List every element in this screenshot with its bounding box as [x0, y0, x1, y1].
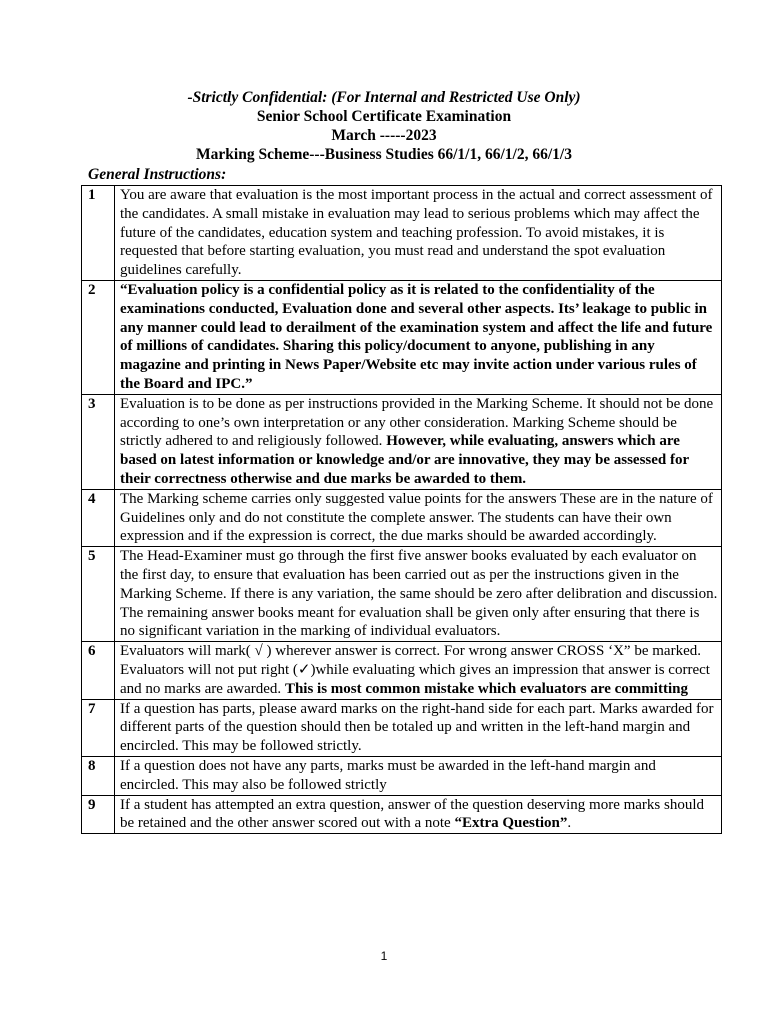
- row-number: 3: [82, 394, 115, 489]
- exam-session: March -----2023: [331, 127, 437, 144]
- instruction-emphasis: This is most common mistake which evaluators are committing: [284, 680, 688, 697]
- instruction-emphasis: “Extra Question”: [454, 815, 568, 832]
- table-row: [82, 280, 722, 394]
- instruction-emphasis: However, while evaluating, answers which are based on latest information or knowledge and/or are innovative, they may be assessed for their correctness otherwise and due marks be awarded to them.: [120, 433, 689, 487]
- row-number: 6: [82, 642, 115, 699]
- table-row: [82, 186, 722, 281]
- row-number: 8: [82, 756, 115, 795]
- row-number: 4: [82, 489, 115, 546]
- row-number: 2: [82, 280, 115, 394]
- row-number: 9: [82, 795, 115, 834]
- exam-title: Senior School Certificate Examination: [256, 108, 512, 125]
- instruction-text: The Head-Examiner must go through the first five answer books evaluated by each evaluator on the first day, to ensure that evaluation has been carried out as per the instructions given in the Marking Scheme. If there is any variation, the same should be zero after delibration and discussion. The remaining answer books meant for evaluation shall be given only after ensuring that there is no significant variation in the marking of individual evaluators.: [115, 547, 722, 642]
- instruction-text: Evaluators will mark( √ ) wherever answer is correct. For wrong answer CROSS ‘X” be marked. Evaluators will not put right (✓)while evaluating which gives an impression that answer is correct and no marks are awarded.: [120, 643, 710, 697]
- section-title: General Instructions:: [88, 166, 227, 183]
- instruction-text: If a question does not have any parts, marks must be awarded in the left-hand margin and encircled. This may also be followed strictly: [115, 756, 722, 795]
- instruction-text: “Evaluation policy is a confidential policy as it is related to the confidentiality of the examinations conducted, Evaluation done and several other aspects. Its’ leakage to public in any manner could lead to derailment of the examination system and affect the life and future of millions of candidates. Sharing this policy/document to anyone, publishing in any magazine and printing in News Paper/Website etc may invite action under various rules of the Board and IPC.”: [115, 280, 722, 394]
- row-number: 5: [82, 547, 115, 642]
- instructions-table: [81, 185, 722, 834]
- table-row: [82, 642, 722, 699]
- table-row: [82, 699, 722, 756]
- instruction-cell: [115, 394, 722, 489]
- table-row: [82, 547, 722, 642]
- instruction-cell: [115, 642, 722, 699]
- marking-scheme-title: Marking Scheme---Business Studies 66/1/1, 66/1/2, 66/1/3: [196, 146, 572, 163]
- table-row: [82, 394, 722, 489]
- instruction-text: Evaluation is to be done as per instructions provided in the Marking Scheme. It should not be done according to one’s own interpretation or any other consideration. Marking Scheme should be strictly adhered to and religiously followed.: [120, 395, 714, 450]
- row-number: 7: [82, 699, 115, 756]
- instruction-text: If a question has parts, please award marks on the right-hand side for each part. Marks awarded for different parts of the question should then be totaled up and written in the left-hand margin and encircled. This may be followed strictly.: [115, 699, 722, 756]
- instruction-text: If a student has attempted an extra question, answer of the question deserving more marks should be retained and the other answer scored out with a note: [120, 796, 705, 832]
- confidential-notice: -Strictly Confidential: (For Internal and Restricted Use Only): [187, 89, 581, 106]
- instruction-tail: .: [567, 815, 572, 832]
- table-row: [82, 756, 722, 795]
- table-row: [82, 795, 722, 834]
- table-row: [82, 489, 722, 546]
- document-header: [0, 88, 768, 164]
- instruction-cell: [115, 795, 722, 834]
- row-number: 1: [82, 186, 115, 281]
- instruction-text: The Marking scheme carries only suggested value points for the answers These are in the nature of Guidelines only and do not constitute the complete answer. The students can have their own expression and if the expression is correct, the due marks should be awarded accordingly.: [115, 489, 722, 546]
- instruction-text: You are aware that evaluation is the most important process in the actual and correct assessment of the candidates. A small mistake in evaluation may lead to serious problems which may affect the future of the candidates, education system and teaching profession. To avoid mistakes, it is requested that before starting evaluation, you must read and understand the spot evaluation guidelines carefully.: [115, 186, 722, 281]
- page-number: 1: [380, 949, 388, 963]
